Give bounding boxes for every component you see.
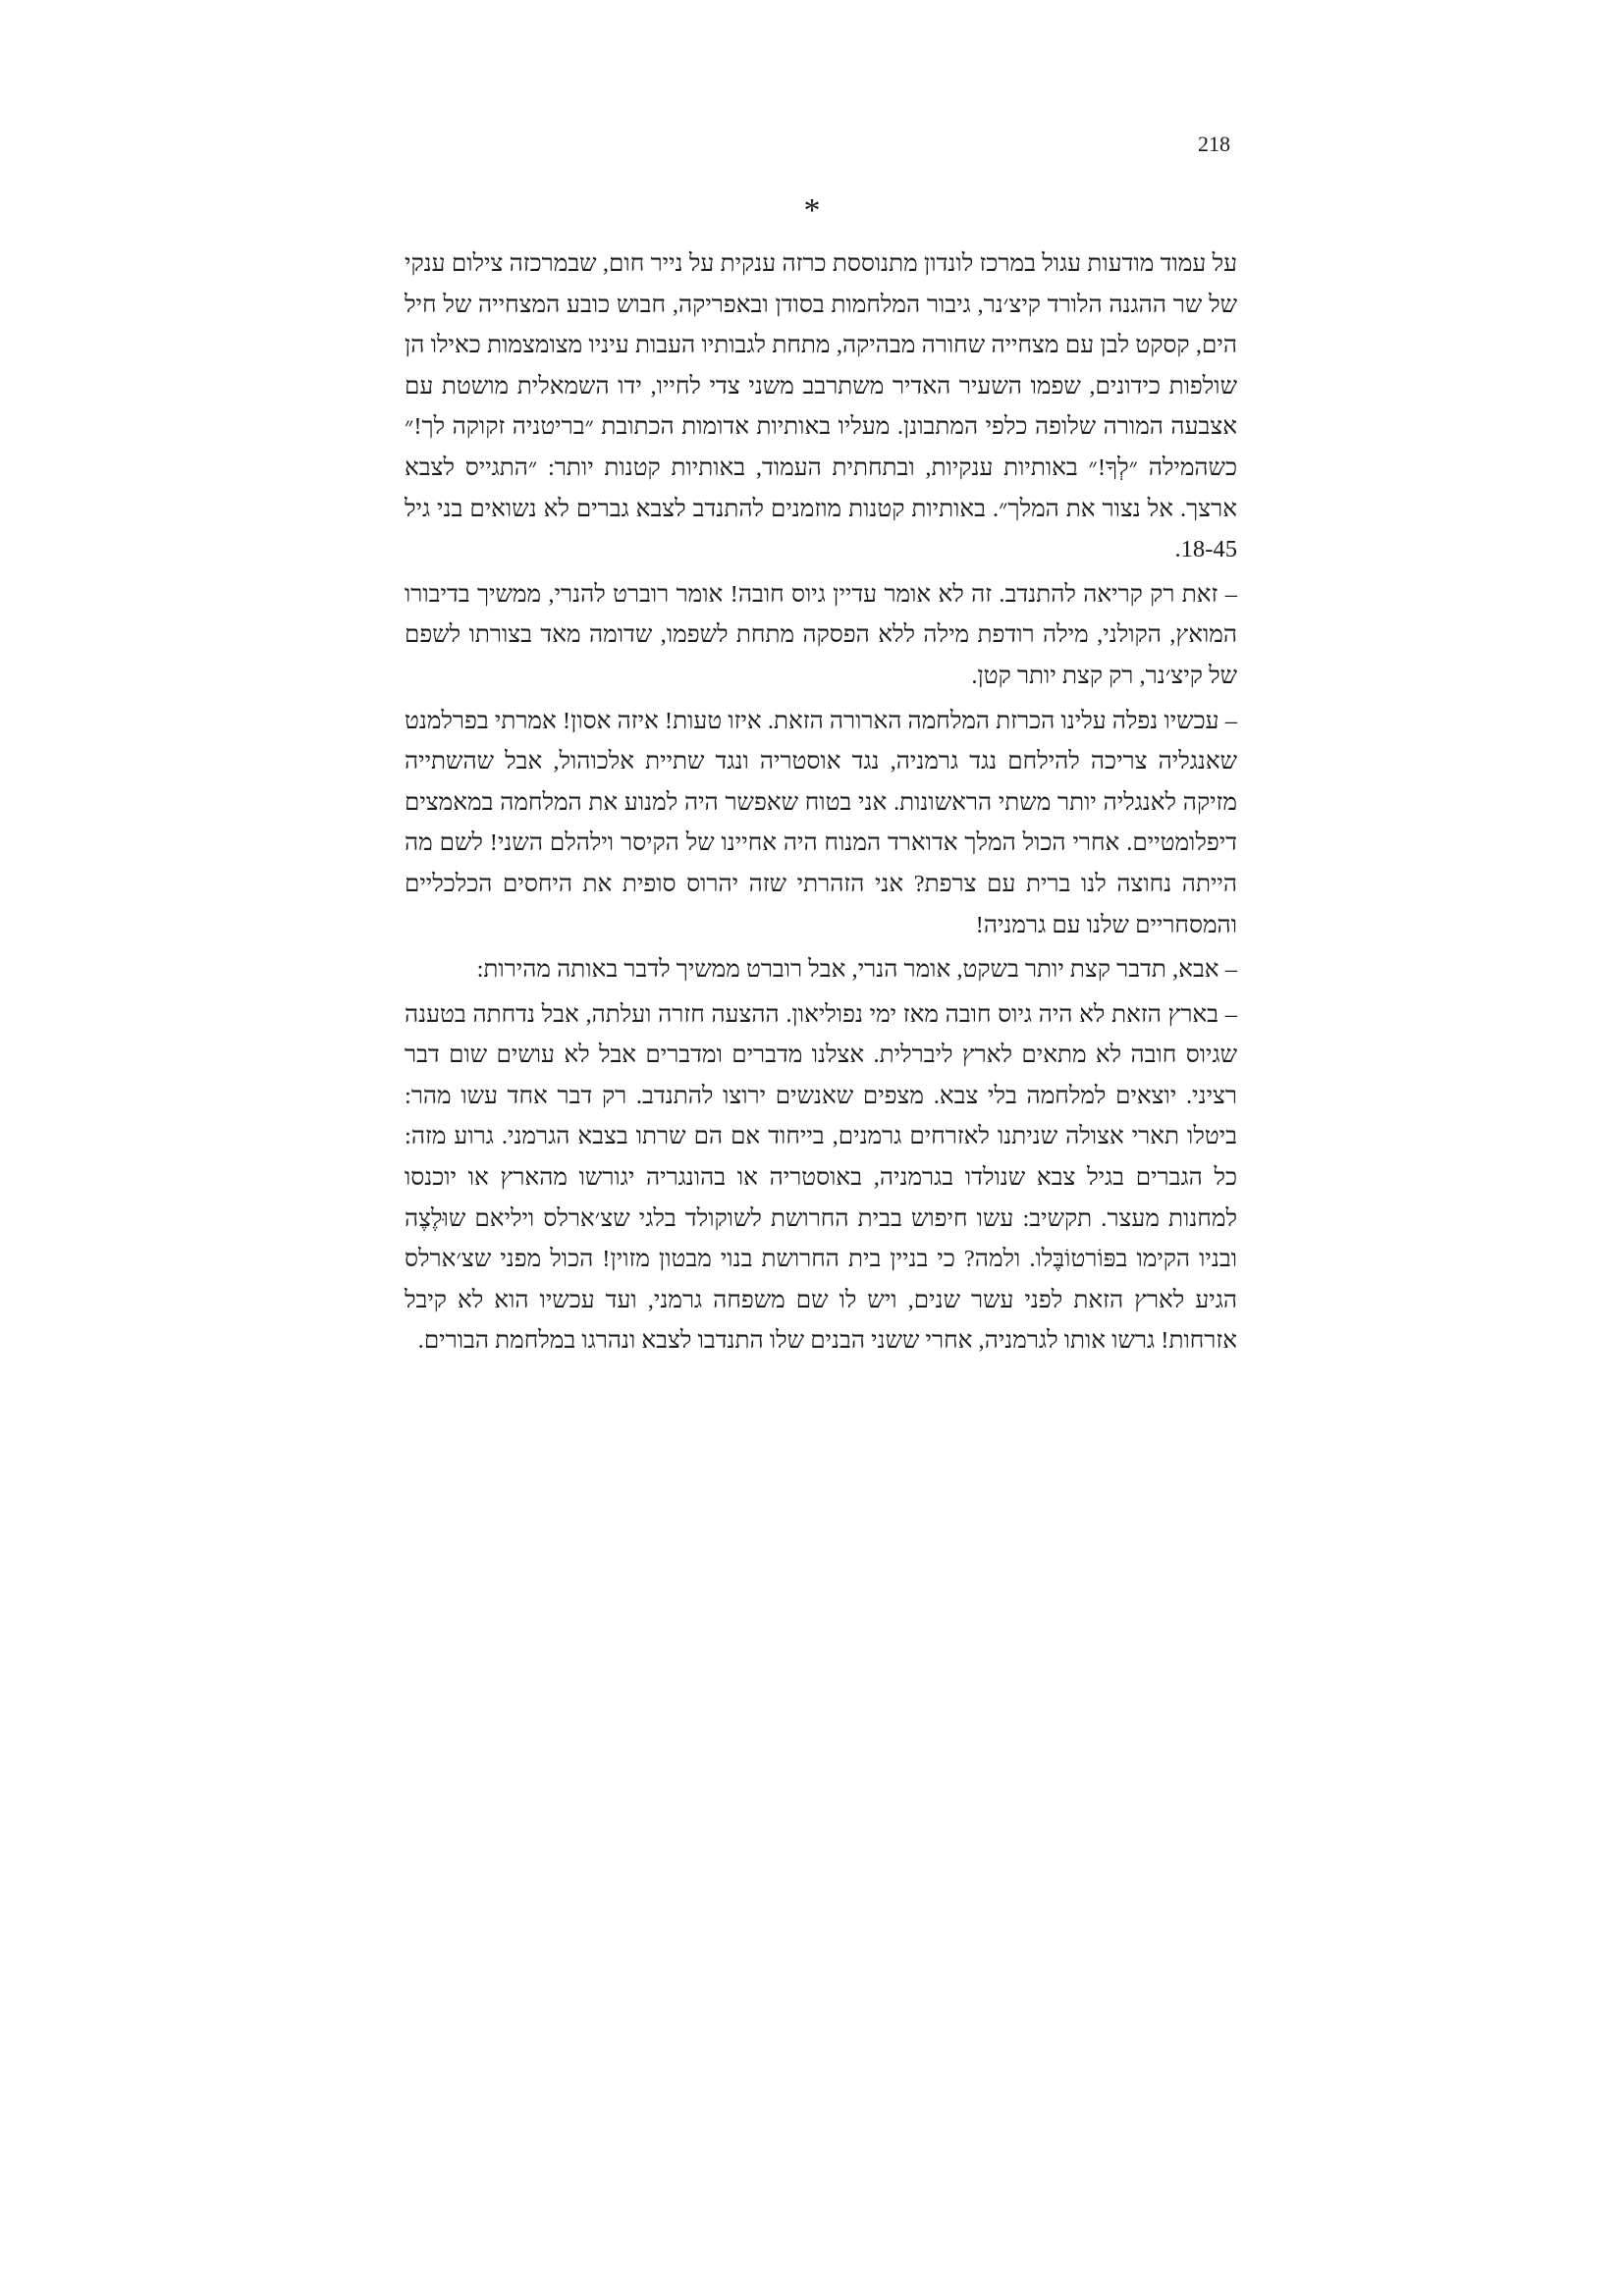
paragraph-henry: – אבא, תדבר קצת יותר בשקט, אומר הנרי, אבל רוברט ממשיך לדבר באותה מהירות: bbox=[476, 956, 1237, 984]
text-body bbox=[405, 243, 1237, 1365]
paragraph-robert-recruitment: – זאת רק קריאה להתנדב. זה לא אומר עדיין גיוס חובה! אומר רוברט להנרי, ממשיך בדיבורו המואץ, הקולני, מילה רודפת מילה ללא הפסקה מתחת לשפמו, שדומה מאד בצורתו לשפם של קיצ׳נר, רק קצת יותר קטן. bbox=[405, 580, 1237, 689]
paragraph-robert-war: – עכשיו נפלה עלינו הכרזת המלחמה הארורה הזאת. איזו טעות! איזה אסון! אמרתי בפרלמנט שאנגליה צריכה להילחם נגד גרמניה, נגד אוסטריה ונגד שתיית אלכוהול, אבל שהשתייה מזיקה לאנגליה יותר משתי הראשונות. אני בטוח שאפשר היה למנוע את המלחמה במאמצים דיפלומטיים. אחרי הכול המלך אדוארד המנוח היה אחיינו של הקיסר וילהלם השני! לשם מה הייתה נחוצה לנו ברית עם צרפת? אני הזהרתי שזה יהרוס סופית את היחסים הכלכליים והמסחריים שלנו עם גרמניה! bbox=[405, 707, 1237, 938]
paragraph-robert-conscription: – בארץ הזאת לא היה גיוס חובה מאז ימי נפוליאון. ההצעה חזרה ועלתה, אבל נדחתה בטענה שגיוס חובה לא מתאים לארץ ליברלית. אצלנו מדברים ומדברים אבל לא עושים שום דבר רציני. יוצאים למלחמה בלי צבא. מצפים שאנשים ירוצו להתנדב. רק דבר אחד עשו מהר: ביטלו תארי אצולה שניתנו לאזרחים גרמנים, בייחוד אם הם שרתו בצבא הגרמני. גרוע מזה: כל הגברים בגיל צבא שנולדו בגרמניה, באוסטריה או בהונגריה יגורשו מהארץ או יוכנסו למחנות מעצר. תקשיב: עשו חיפוש בבית החרושת לשוקולד בלגי שצ׳ארלס ויליאם שוּלֶצֶה ובניו הקימו בפּוֹרטוֹבֶּלו. ולמה? כי בניין בית החרושת בנוי מבטון מזוין! הכול מפני שצ׳ארלס הגיע לארץ הזאת לפני עשר שנים, ויש לו שם משפחה גרמני, ועד עכשיו הוא לא קיבל אזרחות! גרשו אותו לגרמניה, אחרי ששני הבנים שלו התנדבו לצבא ונהרגו במלחמת הבורים. bbox=[405, 1000, 1237, 1355]
page-number: 218 bbox=[1198, 132, 1230, 156]
section-mark: * bbox=[803, 192, 821, 229]
paragraph-poster: על עמוד מודעות עגול במרכז לונדון מתנוססת כרזה ענקית על נייר חום, שבמרכזה צילום ענקי של שר ההגנה הלורד קיצ׳נר, גיבור המלחמות בסודן ובאפריקה, חבוש כובע המצחייה של חיל הים, קסקט לבן עם מצחייה שחורה מבהיקה, מתחת לגבותיו העבות עיניו מצומצמות כאילו הן שולפות כידונים, שפמו השעיר האדיר משתרבב משני צדי לחייו, ידו השמאלית מושטת עם אצבעה המורה שלופה כלפי המתבונן. מעליו באותיות אדומות הכתובת ״בריטניה זקוקה לך!״ כשהמילה ״לְךָ!״ באותיות ענקיות, ובתחתית העמוד, באותיות קטנות יותר: ״התגייס לצבא ארצך. אל נצור את המלך״. באותיות קטנות מוזמנים להתנדב לצבא גברים לא נשואים בני גיל 18-45. bbox=[405, 250, 1237, 563]
